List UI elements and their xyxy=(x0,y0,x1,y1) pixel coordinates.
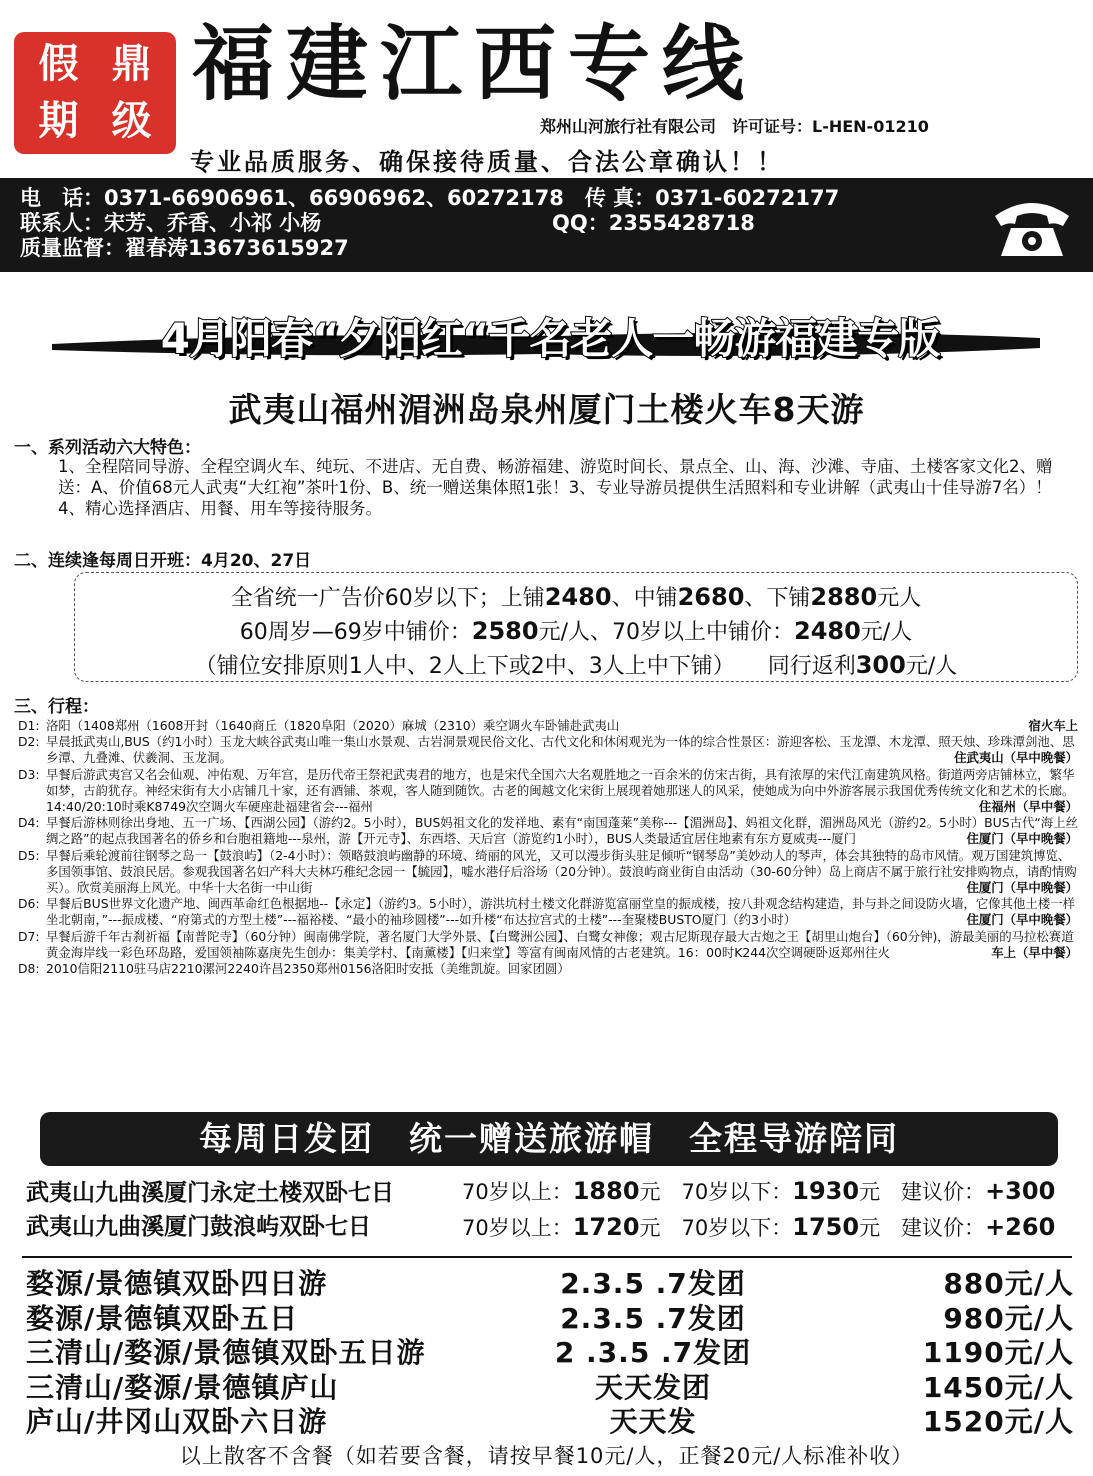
rebate-amount: 300 xyxy=(855,651,906,679)
tour-name: 三清山/婺源/景德镇双卧五日游 xyxy=(26,1336,426,1369)
package-prices: 70岁以上：1880元 70岁以下：1930元 建议价：+300 xyxy=(462,1177,1056,1205)
tour-price: 1190元/人 xyxy=(922,1336,1074,1369)
day-label: D1: xyxy=(18,718,40,733)
day-text: 洛阳（1408郑州（1608开封（1640商丘（1820阜阳（2020）麻城（2310）乘空调火车卧铺赴武夷山 xyxy=(46,718,620,733)
badge-char: 假 xyxy=(38,40,79,87)
price-lower-berth: 2880 xyxy=(810,583,878,611)
price-line-3: （铺位安排原则1人中、2人上下或2中、3人上中下铺） 同行返利300元/人 xyxy=(194,651,958,679)
contact-persons: 联系人：宋芳、乔香、小祁 小杨 xyxy=(20,211,322,235)
tour-row xyxy=(26,1400,1074,1438)
itinerary-day xyxy=(18,848,1078,897)
tour-price: 1520元/人 xyxy=(922,1405,1074,1438)
day-accommodation: 住厦门（早中晚餐） xyxy=(966,880,1078,896)
tour-price: 980元/人 xyxy=(943,1301,1074,1335)
day-label: D5: xyxy=(18,847,40,863)
day-accommodation: 住厦门（早中晚餐） xyxy=(966,831,1078,847)
tour-name: 婺源/景德镇双卧四日游 xyxy=(26,1267,328,1300)
tour-row xyxy=(26,1297,1074,1335)
contact-qq: QQ：2355428718 xyxy=(552,211,755,235)
departure-bar: 每周日发团 统一赠送旅游帽 全程导游陪同 xyxy=(40,1112,1058,1166)
divider xyxy=(22,1256,1072,1258)
quality-supervisor: 质量监督：翟春涛13673615927 xyxy=(20,236,349,260)
package-name: 武夷山九曲溪厦门永定土楼双卧七日 xyxy=(26,1180,394,1206)
logo-badge xyxy=(14,32,176,154)
section-itinerary-heading: 三、行程： xyxy=(14,697,99,717)
day-text: 早餐后游千年古刹祈福【南普陀寺】（60分钟）闽南佛学院，著名厦门大学外景、【白鹭洲公园】、白鹭女神像；观古尼斯现存最大古炮之王【胡里山炮台】（60分钟)，游最美丽的马拉松赛道黄金海岸线一彩色环岛路，爱国领袖陈嘉庚先生创办：集美学村、【南薰楼】【归来堂】等富有闽南风情的古老建筑。16：00时K244次空调硬卧返郑州往火 xyxy=(46,928,1074,960)
tour-schedule: 2 .3.5 .7发团 xyxy=(554,1336,752,1369)
day-accommodation: 车上（早中餐） xyxy=(991,944,1078,960)
day-accommodation: 住福州（早中餐） xyxy=(978,799,1078,815)
tour-schedule: 2.3.5 .7发团 xyxy=(560,1301,746,1335)
footer-note: 以上散客不含餐（如若要含餐，请按早餐10元/人，正餐20元/人标准补收） xyxy=(179,1444,914,1468)
tour-list xyxy=(26,1262,1074,1438)
price-age-60: 2580 xyxy=(471,617,539,645)
tour-subtitle: 武夷山福州湄洲岛泉州厦门土楼火车8天游 xyxy=(228,390,865,429)
day-accommodation: 住武夷山（早中晚餐） xyxy=(954,750,1078,766)
badge-char: 鼎 xyxy=(111,40,152,87)
banner-title: 4月阳春“夕阳红“千名老人一畅游福建专版 xyxy=(160,314,940,363)
telephone-icon xyxy=(989,194,1075,260)
day-label: D3: xyxy=(18,766,40,782)
tour-row xyxy=(26,1366,1074,1404)
itinerary-day xyxy=(18,815,1078,847)
tour-name: 婺源/景德镇双卧五日 xyxy=(26,1301,299,1335)
itinerary-day xyxy=(18,929,1078,961)
tour-name: 庐山/井冈山双卧六日游 xyxy=(26,1405,328,1438)
day-accommodation: 住厦门（早中晚餐） xyxy=(966,912,1078,928)
promo-banner xyxy=(0,288,1093,378)
price-age-70: 2480 xyxy=(794,617,861,645)
day-label: D2: xyxy=(18,734,40,750)
badge-char: 期 xyxy=(38,97,79,144)
day-accommodation: 宿火车上 xyxy=(1028,718,1078,733)
price-box xyxy=(74,572,1078,682)
itinerary-day xyxy=(18,767,1078,816)
price-line-2: 60周岁—69岁中铺价：2580元/人、70岁以上中铺价：2480元/人 xyxy=(239,617,913,645)
slogan: 专业品质服务、确保接待质量、合法公章确认！！ xyxy=(190,148,784,176)
tour-schedule: 天天发团 xyxy=(594,1370,711,1404)
itinerary-list xyxy=(18,718,1078,977)
contact-bar xyxy=(0,178,1093,272)
price-upper-berth: 2480 xyxy=(544,583,612,611)
page-title: 福建江西专线 xyxy=(192,16,757,112)
price-middle-berth: 2680 xyxy=(677,583,745,611)
section-features-heading: 一、系列活动六大特色： xyxy=(14,438,201,458)
company-license: 郑州山河旅行社有限公司 许可证号：L-HEN-01210 xyxy=(540,117,929,136)
tour-price: 880元/人 xyxy=(943,1267,1074,1300)
day-label: D4: xyxy=(18,815,40,831)
tour-price: 1450元/人 xyxy=(922,1370,1074,1404)
day-text: 早餐后BUS世界文化遗产地、闽西革命红色根据地--【永定】（游约3。5小时），游洪坑村土楼文化群游览富丽堂皇的振成楼，按八卦观念结构建造，卦与卦之间设防火墙，它像其他土楼一样坐北朝南，”---振成楼、“府第式的方型土楼”---福裕楼、“最小的袖珍圆楼”---如升楼“布达拉宫式的土楼”---奎聚楼BUSTO厦门（约3小时） xyxy=(46,896,1075,928)
section-features-text: 1、全程陪同导游、全程空调火车、纯玩、不进店、无自费、畅游福建、游览时间长、景点全、山、海、沙滩、寺庙、土楼客家文化2、赠送：A、价值68元人武夷“大红袍”茶叶1份、B、统一赠送集体照1张！3、专业导游员提供生活照料和专业讲解（武夷山十佳导游7名）！ 4、精心选择酒店、用餐、用车等接待服务。 xyxy=(58,457,1053,518)
itinerary-day xyxy=(18,718,1078,734)
tour-row xyxy=(26,1331,1074,1369)
tour-schedule: 天天发 xyxy=(609,1405,697,1438)
tour-schedule: 2.3.5 .7发团 xyxy=(560,1267,746,1300)
day-text: 2010信阳2110驻马店2210漯河2240许昌2350郑州0156洛阳时安抵（美维凯旋。回家团圆） xyxy=(46,961,570,977)
tour-name: 三清山/婺源/景德镇庐山 xyxy=(26,1370,339,1404)
itinerary-day xyxy=(18,961,1078,977)
tour-row xyxy=(26,1262,1074,1300)
contact-phone-fax: 电 话：0371-66906961、66906962、60272178 传 真：0371-60272177 xyxy=(20,186,840,210)
itinerary-day xyxy=(18,896,1078,928)
price-line-1: 全省统一广告价60岁以下；上铺2480、中铺2680、下铺2880元人 xyxy=(230,583,922,611)
section-schedule-heading: 二、连续逢每周日开班：4月20、27日 xyxy=(14,551,312,571)
day-label: D8: xyxy=(18,961,40,977)
day-text: 早餐后游武夷宫又名会仙观、冲佑观、万年宫，是历代帝王祭祀武夷君的地方，也是宋代全国六大名观胜地之一百余米的仿宋古街，具有浓厚的宋代江南建筑风格。街道两旁店铺林立，繁华如梦，古韵犹存。神经宋街有大小店铺几十家，还有酒铺、茶观，客人随到随饮。古老的闽越文化宋街上展现着她那迷人的风采，使她成为向中外游客展示我国优秀传统文化和艺术的长廊。14:40/20:10时乘K8749次空调火车硬座赴福建省会---福州 xyxy=(46,766,1075,815)
day-label: D7: xyxy=(18,928,40,944)
day-label: D6: xyxy=(18,896,40,912)
day-text: 早晨抵武夷山,BUS（约1小时）玉龙大峡谷武夷山唯一集山水景观、古岩洞景观民俗文化、古代文化和休闲观光为一体的综合性景区：游迎客松、玉龙潭、木龙潭、照天烛、珍珠潭剑池、思乡潭、九叠滩、伏羲洞、玉龙洞。 xyxy=(46,734,1075,766)
badge-char: 级 xyxy=(111,97,152,144)
day-text: 早餐后游林则徐出身地、五一广场、【西湖公园】（游约2。5小时），BUS妈祖文化的发祥地、素有“南国蓬莱”美称---【湄洲岛】、妈祖文化群，湄洲岛风光（游约2。5小时）BUS古代“海上丝绸之路”的起点我国著名的侨乡和台胞祖籍地---泉州，游【开元寺】、东西塔、天后宫（游览约1小时），BUS人类最适宜居住地素有东方夏威夷---厦门 xyxy=(46,815,1078,847)
package-name: 武夷山九曲溪厦门鼓浪屿双卧七日 xyxy=(26,1214,371,1240)
day-text: 早餐后乘轮渡前往钢琴之岛一【鼓浪屿】（2-4小时）：领略鼓浪屿幽静的环境、绮丽的风光，又可以漫步街头驻足倾听“钢琴岛”美妙动人的琴声，体会其独特的岛市风情。观万国建筑博览、多国领事馆、鼓浪民居。参观我国著名妇产科大夫林巧稚纪念园一【毓园】，嘘水港仔后浴场（20分钟）。鼓浪屿商业街自由活动（30-60分钟）岛上商店不属于旅行社安排购物点，请酌情购买）。欣赏美丽海上风光。中华十大名街一中山街 xyxy=(46,847,1077,896)
itinerary-day xyxy=(18,734,1078,766)
package-prices: 70岁以上：1720元 70岁以下：1750元 建议价：+260 xyxy=(462,1213,1056,1241)
